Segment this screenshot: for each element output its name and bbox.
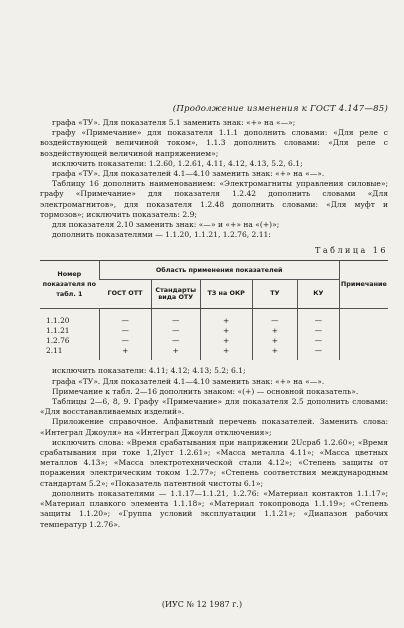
table-cell: —	[99, 326, 151, 336]
table-row	[40, 326, 388, 336]
table-cell: —	[99, 308, 151, 326]
table-cell: +	[99, 346, 151, 360]
paragraph: графа «ТУ». Для показателей 4.1—4.10 заменить знак: «+» на «—».	[52, 169, 325, 179]
table-cell: +	[200, 308, 252, 326]
table-cell-note	[339, 326, 388, 336]
paragraph: графа «ТУ». Для показателей 4.1—4.10 заменить знак: «+» на «—».	[52, 376, 325, 386]
table-row	[40, 308, 388, 326]
header-gost-ott: ГОСТ ОТТ	[99, 279, 151, 308]
table-16	[40, 260, 388, 361]
paragraph: Приложение справочное. Алфавитный перечень показателей. Заменить слова: «Интеграл Джоуля» на «Интеграл Джоуля отключения»;	[40, 417, 388, 437]
row-indicator-number: 1.2.76	[46, 336, 70, 346]
publication-footer: (ИУС № 12 1987 г.)	[161, 600, 243, 609]
table-cell: —	[99, 336, 151, 346]
paragraph: исключить показатели: 4.11; 4.12; 4.13; 5.2; 6.1;	[52, 366, 246, 376]
document-body	[40, 118, 388, 530]
paragraph: исключить слова: «Время срабатывания при напряжении 2Uсраб 1.2.60»; «Время срабатывания при токе 1,2Iуст 1.2.61»; «Масса металла 4.11»; «Масса цветных металлов 4.13»; «Масса электротехнической стали 4.12»; «Степень защиты от поражения электрическим током 1.2.77»; «Степень соответствия международным стандартам 5.2»; «Показатель патентной чистоты 6.1»;	[40, 437, 388, 488]
paragraph: дополнить показателями — 1.1.20, 1.1.21, 1.2.76, 2.11:	[52, 230, 271, 240]
paragraph: Примечание к табл. 2—16 дополнить знаком: «(+) — основной показатель».	[52, 386, 359, 396]
header-application-area: Область применения показателей	[99, 260, 339, 279]
table-cell: —	[151, 308, 200, 326]
header-number: Номер показателя по табл. 1	[40, 260, 99, 308]
header-standards-otu: Стандарты вида ОТУ	[151, 279, 200, 308]
table-body	[40, 308, 388, 360]
paragraph: дополнить показателями — 1.1.17—1.1.21, 1.2.76: «Материал контактов 1.1.17»; «Материал плавкого элемента 1.1.18»; «Материал токопровода 1.1.19»; «Степень защиты 1.1.20»; «Группа условий эксплуатации 1.1.21»; «Диапазон рабочих температур 1.2.76».	[40, 488, 388, 529]
table-cell: +	[252, 326, 297, 336]
table-cell: +	[252, 336, 297, 346]
table-cell: —	[252, 308, 297, 326]
table-caption: Таблица 16	[315, 246, 388, 256]
table-cell: —	[297, 308, 339, 326]
table-cell: +	[200, 346, 252, 360]
table-cell: —	[151, 326, 200, 336]
row-indicator-number: 2.11	[46, 346, 63, 356]
paragraph: графа «ТУ». Для показателя 5.1 заменить знак: «+» на «—»;	[52, 118, 296, 127]
table-row	[40, 336, 388, 346]
bottom-paragraphs	[40, 366, 388, 529]
paragraph: исключить показатели: 1.2.60, 1.2.61, 4.11, 4.12, 4.13, 5.2, 6.1;	[52, 158, 303, 168]
table-cell-note	[339, 308, 388, 326]
table-row	[40, 346, 388, 360]
amendment-header: (Продолжение изменения к ГОСТ 4.147—85)	[172, 104, 388, 114]
table-cell: —	[297, 346, 339, 360]
table-cell: —	[297, 336, 339, 346]
paragraph: Таблицы 2—6, 8, 9. Графу «Примечание» для показателя 2.5 дополнить словами: «Для восстанавливаемых изделий».	[40, 397, 388, 417]
row-indicator-number: 1.1.20	[46, 315, 70, 325]
header-ku: КУ	[297, 279, 339, 308]
table-cell-note	[339, 336, 388, 346]
header-tu: ТУ	[252, 279, 297, 308]
paragraph: Таблицу 16 дополнить наименованием: «Электромагниты управления силовые»; графу «Примечание» для показателя 1.2.42 дополнить словами «Для электромагнитов», для показателя 1.2.48 дополнить словами: «Для муфт и тормозов»; исключить показатель: 2.9;	[40, 179, 388, 219]
table-cell: +	[200, 326, 252, 336]
table-cell-note	[339, 346, 388, 360]
paragraph: для показателя 2.10 заменить знак: «—» и «+» на «(+)»;	[52, 220, 280, 230]
row-indicator-number: 1.1.21	[46, 325, 70, 335]
paragraph: графу «Примечание» для показателя 1.1.1 дополнить словами: «Для реле с воздействующей величиной током», 1.1.3 дополнить словами: «Для реле с воздействующей величиной напряжением»;	[40, 128, 388, 158]
header-tz-okr: ТЗ на ОКР	[200, 279, 252, 308]
top-paragraphs	[40, 118, 388, 240]
table-cell: —	[151, 336, 200, 346]
table-cell: —	[297, 326, 339, 336]
table-cell: +	[252, 346, 297, 360]
table-cell: +	[151, 346, 200, 360]
table-cell: +	[200, 336, 252, 346]
header-note: Примечание	[339, 260, 388, 308]
